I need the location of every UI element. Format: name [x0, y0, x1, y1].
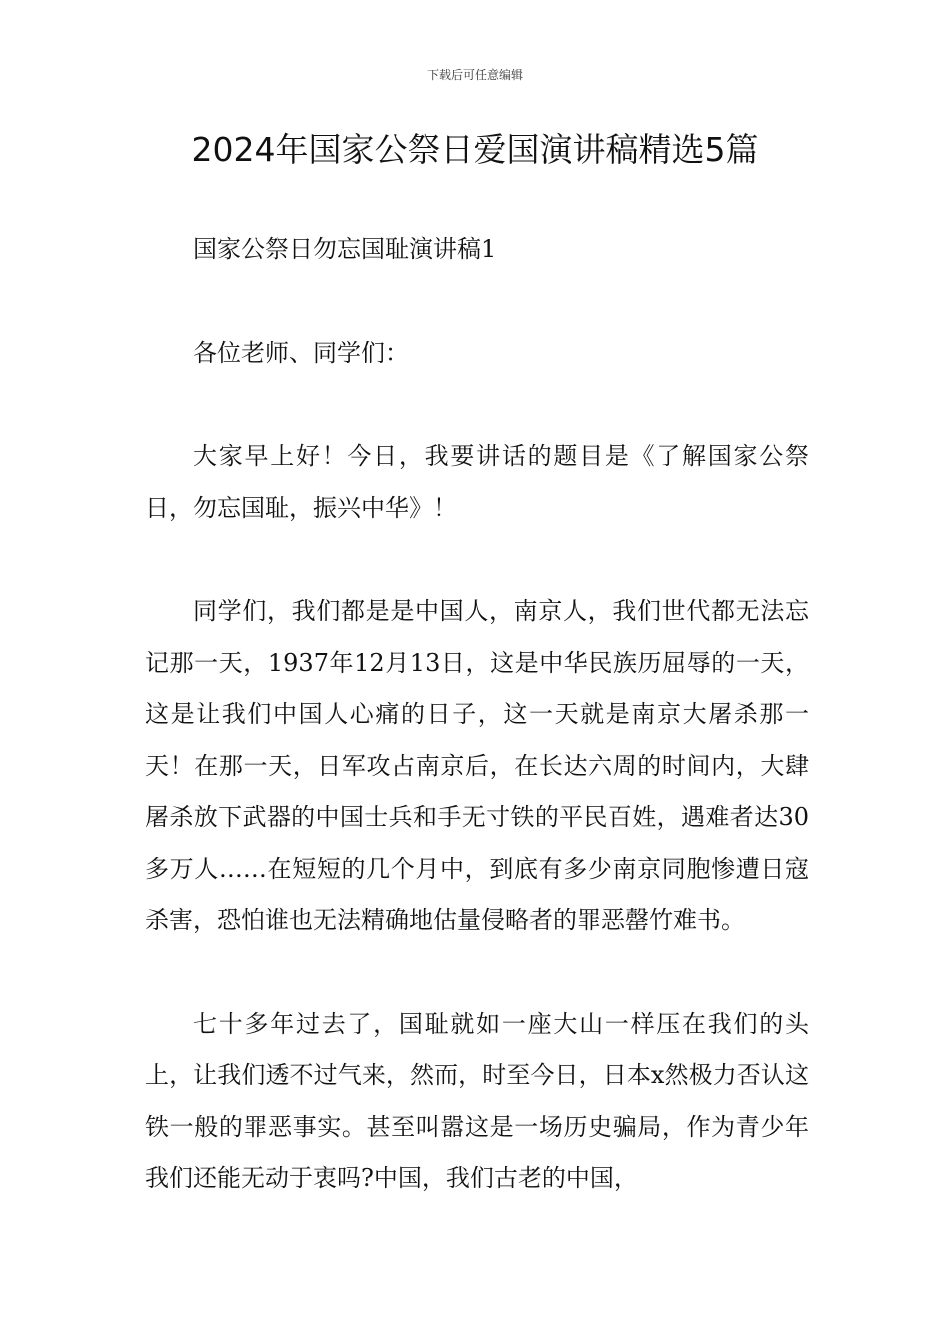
document-title: 2024年国家公祭日爱国演讲稿精选5篇	[191, 130, 759, 169]
document-body	[145, 224, 809, 1257]
page-header-note: 下载后可任意编辑	[426, 68, 523, 82]
paragraph: 同学们，我们都是是中国人，南京人，我们世代都无法忘记那一天，1937年12月13日，这是中华民族历屈辱的一天，这是让我们中国人心痛的日子，这一天就是南京大屠杀那一天！在那一天，日军攻占南京后，在长达六周的时间内，大肆屠杀放下武器的中国士兵和手无寸铁的平民百姓，遇难者达30多万人……在短短的几个月中，到底有多少南京同胞惨遭日寇杀害，恐怕谁也无法精确地估量侵略者的罪恶罄竹难书。	[145, 597, 809, 934]
speech-subtitle: 国家公祭日勿忘国耻演讲稿1	[193, 235, 497, 263]
salutation: 各位老师、同学们：	[193, 338, 409, 367]
paragraph: 大家早上好！今日，我要讲话的题目是《了解国家公祭日，勿忘国耻，振兴中华》！	[145, 442, 809, 522]
paragraph: 七十多年过去了，国耻就如一座大山一样压在我们的头上，让我们透不过气来，然而，时至今日，日本x然极力否认这铁一般的罪恶事实。甚至叫嚣这是一场历史骗局，作为青少年我们还能无动于衷吗?中国，我们古老的中国，	[145, 1009, 809, 1192]
